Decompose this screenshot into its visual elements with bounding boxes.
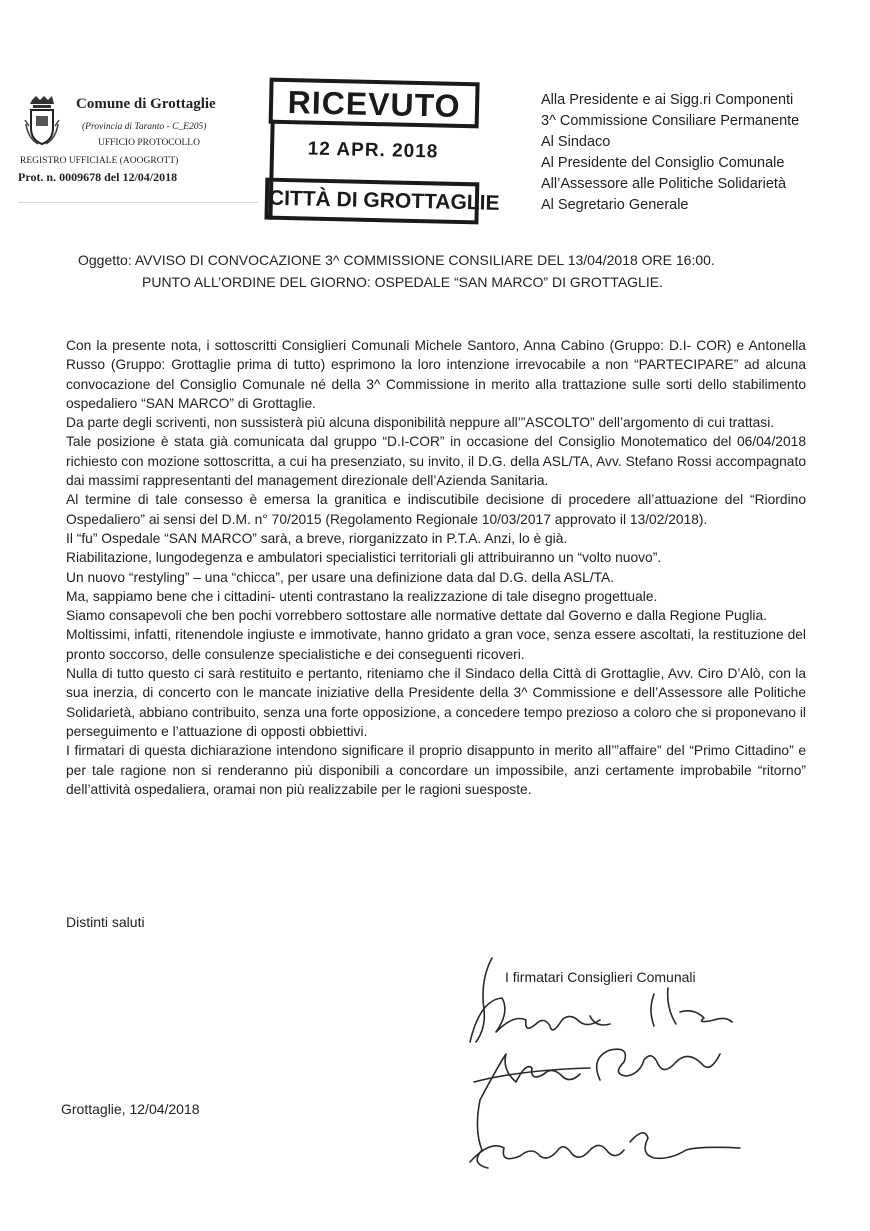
body-paragraph: Al termine di tale consesso è emersa la granitica e indiscutibile decisione di procedere all’attuazione del “Riordino Ospedaliero” ai sensi del D.M. n° 70/2015 (Regolamento Regionale 10/03/2017 approvato il 13/02/2018). bbox=[66, 492, 806, 527]
signers-label: I firmatari Consiglieri Comunali bbox=[505, 969, 696, 985]
subject-line-1: Oggetto: AVVISO DI CONVOCAZIONE 3^ COMMISSIONE CONSILIARE DEL 13/04/2018 ORE 16:00. bbox=[78, 252, 715, 268]
body-paragraph: Tale posizione è stata già comunicata dal gruppo “D.I-COR” in occasione del Consiglio Monotematico del 06/04/2018 richiesto con mozione sottoscritta, a cui ha presenziato, su invito, il D.G. della ASL/TA, Avv. Stefano Rossi accompagnato dai massimi rappresentanti del management direzionale dell’Azienda Sanitaria. bbox=[66, 434, 806, 489]
protocol-number: Prot. n. 0009678 del 12/04/2018 bbox=[18, 170, 178, 184]
recipient-line: Alla Presidente e ai Sigg.ri Componenti bbox=[541, 92, 794, 108]
body-paragraph: Moltissimi, infatti, ritenendole ingiuste e immotivate, hanno gridato a gran voce, senza essere ascoltati, la restituzione del pronto soccorso, delle consulenze specialistiche e dei conseguenti ricoveri. bbox=[66, 627, 806, 662]
body-paragraph: Un nuovo “restyling” – una “chicca”, per usare una definizione data dal D.G. della ASL/TA. bbox=[66, 569, 615, 585]
letter-body bbox=[66, 336, 806, 799]
ufficio-protocollo: UFFICIO PROTOCOLLO bbox=[98, 138, 200, 148]
recipient-line: Al Segretario Generale bbox=[541, 197, 689, 213]
received-stamp bbox=[260, 78, 500, 228]
comune-name: Comune di Grottaglie bbox=[76, 96, 216, 112]
recipient-line: Al Presidente del Consiglio Comunale bbox=[541, 155, 785, 171]
body-paragraph: I firmatari di questa dichiarazione intendono significare il proprio disappunto in merito all’”affaire” del “Primo Cittadino” e per tale ragione non si renderanno più disponibili a concordare un impossibile, anzi certamente improbabile “ritorno” dell’attività ospedaliera, oramai non più realizzabile per le ragioni suesposte. bbox=[66, 743, 806, 797]
recipient-line: All’Assessore alle Politiche Solidarietà bbox=[541, 176, 787, 192]
stamp-city: CITTÀ DI GROTTAGLIE bbox=[264, 178, 479, 225]
body-paragraph: Il “fu” Ospedale “SAN MARCO” sarà, a breve, riorganizzato in P.T.A. Anzi, lo è già. bbox=[66, 530, 568, 546]
protocol-divider bbox=[18, 202, 258, 203]
body-paragraph: Nulla di tutto questo ci sarà restituito e pertanto, riteniamo che il Sindaco della Città di Grottaglie, Avv. Ciro D’Alò, con la sua inerzia, di concerto con le mancate iniziative della Presidente della 3^ Commissione e dell’Assessore alle Politiche Solidarietà, abbiano contribuito, senza una forte opposizione, a concedere tempo prezioso a coloro che si proponevano il perseguimento e l’attuazione di opposti obbiettivi. bbox=[66, 666, 806, 739]
place-date: Grottaglie, 12/04/2018 bbox=[61, 1101, 200, 1117]
subject-line-2: PUNTO ALL’ORDINE DEL GIORNO: OSPEDALE “SAN MARCO” DI GROTTAGLIE. bbox=[142, 274, 663, 290]
stamp-title: RICEVUTO bbox=[269, 78, 480, 129]
registro-ufficiale: REGISTRO UFFICIALE (AOOGROTT) bbox=[20, 156, 179, 166]
body-paragraph: Da parte degli scriventi, non sussisterà più alcuna disponibilità neppure all’”ASCOLTO” dell’argomento di cui trattasi. bbox=[66, 415, 775, 431]
recipient-line: 3^ Commissione Consiliare Permanente bbox=[541, 113, 800, 129]
recipient-line: Al Sindaco bbox=[541, 134, 611, 150]
body-paragraph: Riabilitazione, lungodegenza e ambulatori specialistici territoriali gli attribuiranno un “volto nuovo”. bbox=[66, 550, 662, 566]
handwritten-signatures bbox=[440, 950, 750, 1190]
municipal-crest-icon bbox=[24, 96, 60, 148]
body-paragraph: Siamo consapevoli che ben pochi vorrebbero sottostare alle normative dettate dal Governo e dalla Regione Puglia. bbox=[66, 608, 768, 624]
body-paragraph: Con la presente nota, i sottoscritti Consiglieri Comunali Michele Santoro, Anna Cabino (Gruppo: D.I- COR) e Antonella Russo (Gruppo: Grottaglie prima di tutto) esprimono la loro intenzione irrevocabile a non “PARTECIPARE” ad alcuna convocazione del Consiglio Comunale né della 3^ Commissione in merito alla trattazione sulle sorti dello stabilimento ospedaliero “SAN MARCO” di Grottaglie. bbox=[66, 338, 806, 411]
subject-block bbox=[78, 249, 715, 293]
provincia-code: (Provincia di Taranto - C_E205) bbox=[82, 122, 207, 132]
recipients-block bbox=[541, 90, 799, 216]
closing-salutation: Distinti saluti bbox=[66, 914, 145, 930]
body-paragraph: Ma, sappiamo bene che i cittadini- utenti contrastano la realizzazione di tale disegno progettuale. bbox=[66, 588, 658, 604]
stamp-date: 12 APR. 2018 bbox=[307, 138, 439, 163]
